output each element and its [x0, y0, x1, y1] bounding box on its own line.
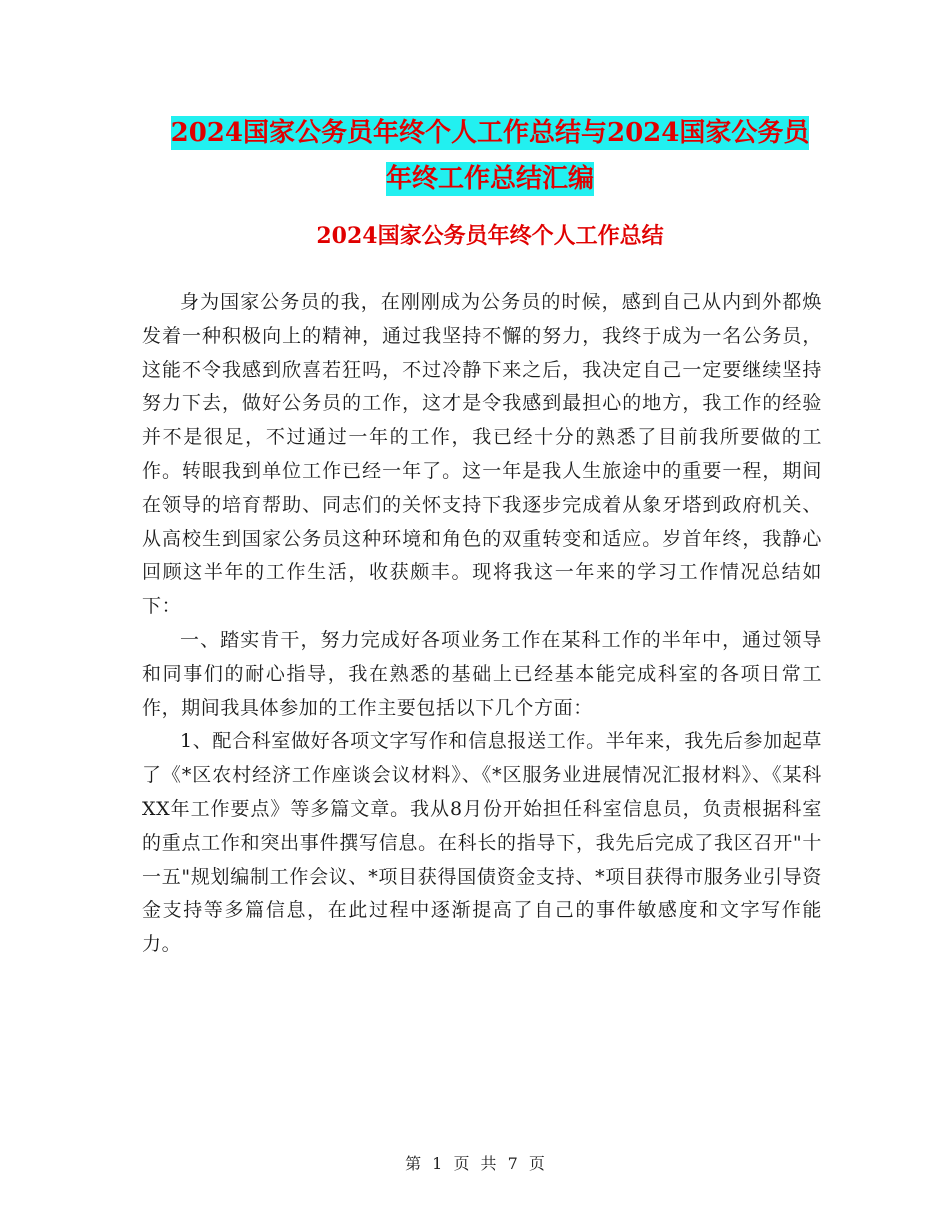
paragraph-section-one: 一、踏实肯干，努力完成好各项业务工作在某科工作的半年中，通过领导和同事们的耐心指导，我在熟悉的基础上已经基本能完成科室的各项日常工作，期间我具体参加的工作主要包括以下几个方面： [142, 628, 822, 719]
document-body [142, 286, 822, 962]
paragraph-item-one: 1、配合科室做好各项文字写作和信息报送工作。半年来，我先后参加起草了《*区农村经济工作座谈会议材料》、《*区服务业进展情况汇报材料》、《某科 XX年工作要点》等多篇文章。我从8月份开始担任科室信息员，负责根据科室的重点工作和突出事件撰写信息。在科长的指导下，我先后完成了我区召开"十一五"规划编制工作会议、*项目获得国债资金支持、*项目获得市服务业引导资金支持等多篇信息，在此过程中逐渐提高了自己的事件敏感度和文字写作能力。 [142, 730, 822, 956]
document-title [150, 110, 830, 202]
title-line-2: 年终工作总结汇编 [385, 164, 594, 194]
title-line-1: 2024国家公务员年终个人工作总结与2024国家公务员 [170, 118, 810, 148]
section-title: 2024国家公务员年终个人工作总结 [316, 223, 664, 249]
page-footer: 第 1 页 共 7 页 [405, 1154, 545, 1173]
paragraph-intro: 身为国家公务员的我，在刚刚成为公务员的时候，感到自己从内到外都焕发着一种积极向上的精神，通过我坚持不懈的努力，我终于成为一名公务员，这能不令我感到欣喜若狂吗，不过冷静下来之后，我决定自己一定要继续坚持努力下去，做好公务员的工作，这才是令我感到最担心的地方，我工作的经验并不是很足，不过通过一年的工作，我已经十分的熟悉了目前我所要做的工作。转眼我到单位工作已经一年了。这一年是我人生旅途中的重要一程，期间在领导的培育帮助、同志们的关怀支持下我逐步完成着从象牙塔到政府机关、从高校生到国家公务员这种环境和角色的双重转变和适应。岁首年终，我静心回顾这半年的工作生活，收获颇丰。现将我这一年来的学习工作情况总结如下： [142, 291, 822, 618]
